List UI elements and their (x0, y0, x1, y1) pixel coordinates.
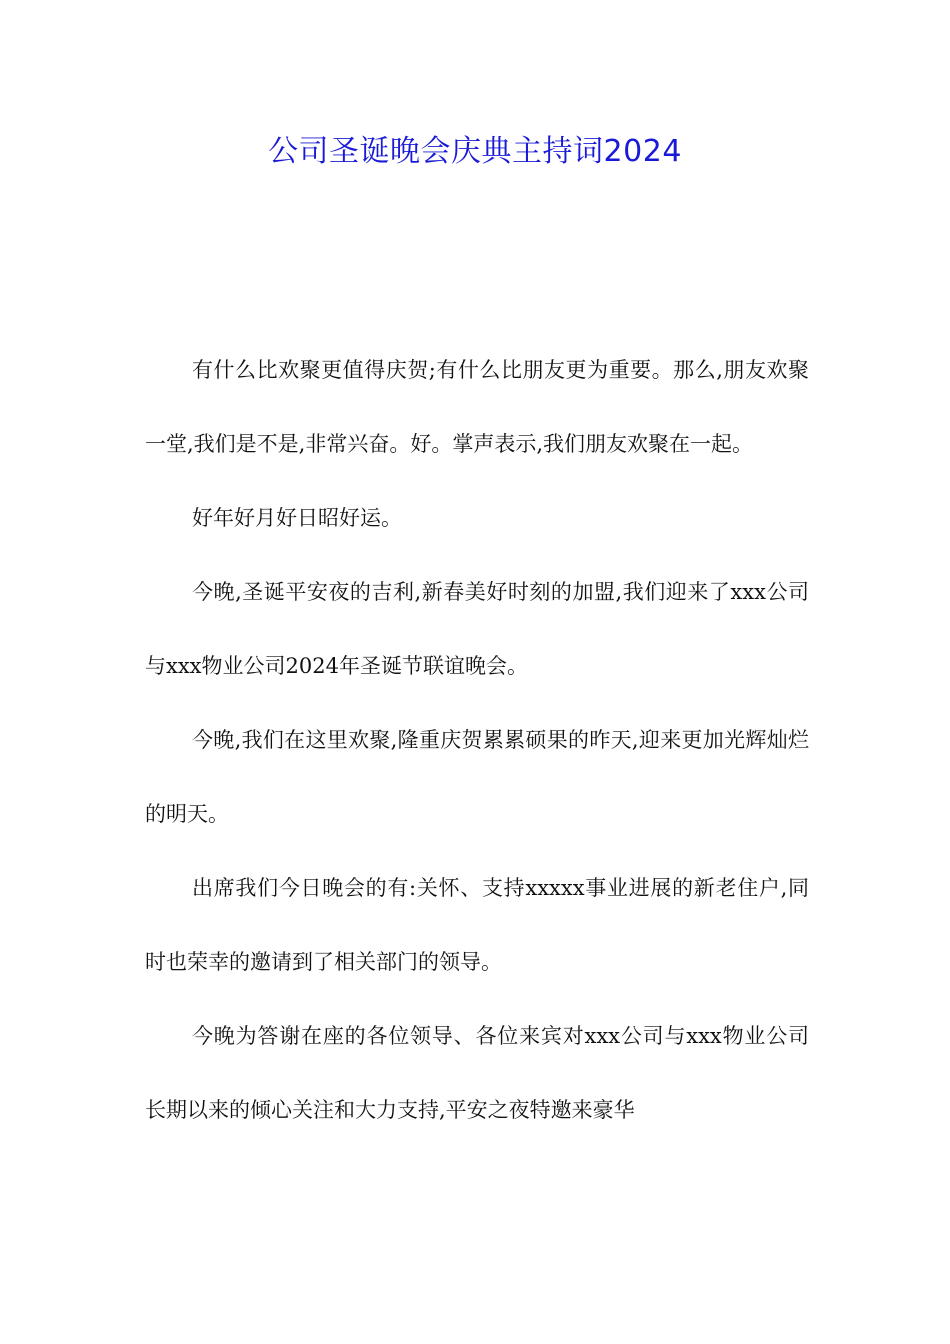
paragraph: 好年好月好日昭好运。 (192, 506, 402, 530)
paragraph: 出席我们今日晚会的有:关怀、支持xxxxx事业进展的新老住户,同时也荣幸的邀请到了相关部门的领导。 (145, 876, 809, 974)
paragraph: 有什么比欢聚更值得庆贺;有什么比朋友更为重要。那么,朋友欢聚一堂,我们是不是,非常兴奋。好。掌声表示,我们朋友欢聚在一起。 (145, 358, 809, 456)
paragraph: 今晚,我们在这里欢聚,隆重庆贺累累硕果的昨天,迎来更加光辉灿烂的明天。 (145, 728, 809, 826)
paragraph: 今晚,圣诞平安夜的吉利,新春美好时刻的加盟,我们迎来了xxx公司与xxx物业公司2024年圣诞节联谊晚会。 (145, 580, 809, 678)
document-body (145, 333, 809, 1147)
paragraph: 今晚为答谢在座的各位领导、各位来宾对xxx公司与xxx物业公司长期以来的倾心关注和大力支持,平安之夜特邀来豪华 (145, 1024, 809, 1122)
document-title: 公司圣诞晚会庆典主持词2024 (268, 134, 682, 169)
